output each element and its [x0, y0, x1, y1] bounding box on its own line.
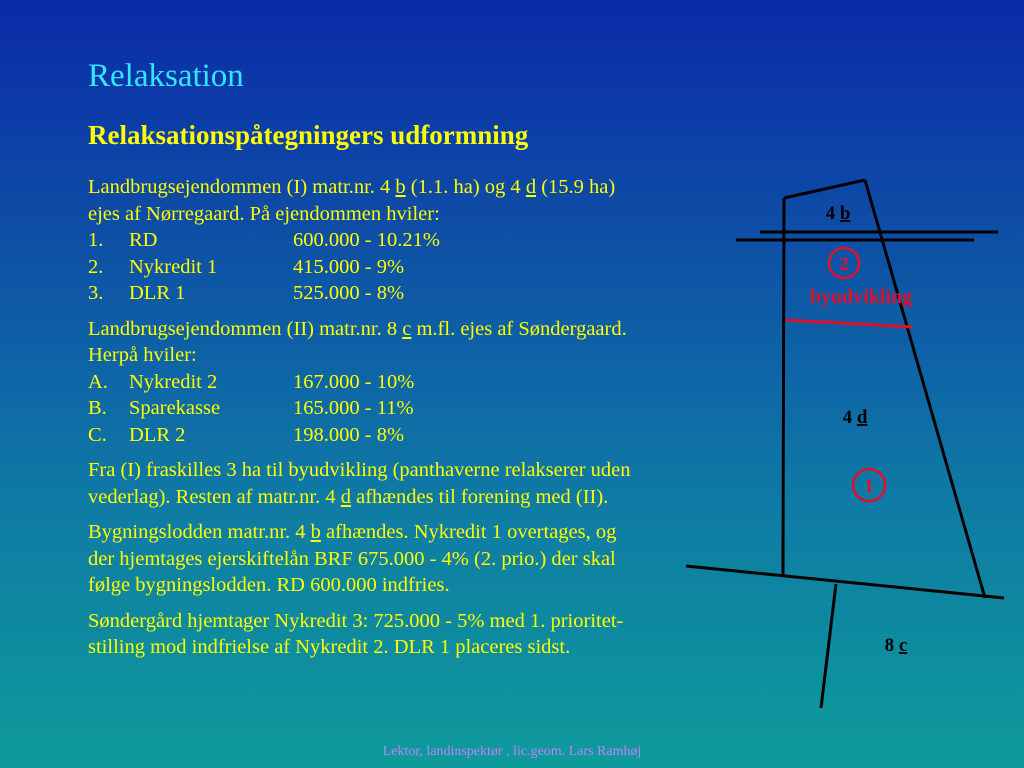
- lender-amount: 198.000 - 8%: [293, 423, 405, 446]
- parcel-number: 4: [842, 407, 857, 428]
- parcel-number: 8: [884, 635, 899, 656]
- slide-title: Relaksation: [88, 58, 244, 94]
- subdivision-line: [786, 320, 912, 327]
- parcel-label-4b: [826, 203, 851, 224]
- marker-1-label: 1: [864, 476, 874, 497]
- lender-amount: 167.000 - 10%: [293, 370, 415, 393]
- lender-name: DLR 2: [129, 423, 186, 446]
- parcel-letter: d: [856, 407, 868, 428]
- parcel-letter: c: [402, 317, 412, 340]
- p3-line-1: Fra (I) fraskilles 3 ha til byudvikling (panthaverne relakserer uden: [88, 459, 631, 481]
- lender-name: Nykredit 1: [129, 255, 218, 278]
- text: (15.9 ha): [536, 176, 616, 198]
- parcel-letter: c: [898, 635, 908, 656]
- parcel-letter: b: [839, 203, 851, 224]
- text: (1.1. ha) og 4: [405, 176, 526, 198]
- text: Landbrugsejendommen (II) matr.nr. 8: [88, 317, 403, 340]
- boundary-line: [865, 180, 985, 598]
- row-number: 2.: [88, 255, 104, 278]
- parcel-label-8c: [885, 635, 908, 656]
- byudvikling-label: byudvikling: [809, 286, 913, 308]
- lender-name: RD: [129, 229, 158, 251]
- parcel-letter: b: [310, 521, 321, 543]
- lender-name: Sparekasse: [129, 397, 221, 419]
- row-number: C.: [88, 423, 107, 446]
- lender-name: Nykredit 2: [129, 370, 218, 393]
- boundary-line: [686, 566, 1004, 598]
- parcel-letter: b: [395, 176, 406, 198]
- lender-amount: 600.000 - 10.21%: [293, 229, 440, 251]
- lender-amount: 525.000 - 8%: [293, 282, 405, 304]
- lender-amount: 415.000 - 9%: [293, 255, 405, 278]
- parcel-label-4d: [843, 407, 868, 428]
- text: afhændes. Nykredit 1 overtages, og: [320, 521, 617, 543]
- text: afhændes til forening med (II).: [351, 485, 609, 508]
- text: Landbrugsejendommen (I) matr.nr. 4: [88, 176, 396, 198]
- parcel-letter: d: [340, 485, 351, 508]
- text: Bygningslodden matr.nr. 4: [88, 521, 311, 543]
- boundary-line: [783, 198, 784, 575]
- p4-line-3: følge bygningslodden. RD 600.000 indfries.: [88, 574, 450, 596]
- p5-line-2: stilling mod indfrielse af Nykredit 2. DLR 1 placeres sidst.: [88, 636, 571, 658]
- p5-line-1: Søndergård hjemtager Nykredit 3: 725.000 - 5% med 1. prioritet-: [88, 609, 624, 632]
- p1-line-2: ejes af Nørregaard. På ejendommen hviler:: [88, 202, 440, 225]
- text: m.fl. ejes af Søndergaard.: [411, 317, 627, 340]
- row-number: 3.: [88, 282, 104, 304]
- slide-subtitle: Relaksationspåtegningers udformning: [88, 120, 529, 150]
- boundary-line: [821, 584, 836, 708]
- parcel-letter: d: [525, 176, 537, 198]
- p4-line-2: der hjemtages ejerskiftelån BRF 675.000 - 4% (2. prio.) der skal: [88, 547, 616, 570]
- lender-name: DLR 1: [129, 282, 186, 304]
- p2-line-2: Herpå hviler:: [88, 344, 197, 366]
- row-number: B.: [88, 397, 107, 419]
- marker-2-label: 2: [839, 254, 849, 275]
- parcel-number: 4: [825, 203, 840, 224]
- row-number: A.: [88, 370, 108, 393]
- text: vederlag). Resten af matr.nr. 4: [88, 485, 341, 508]
- row-number: 1.: [88, 229, 104, 251]
- boundary-line: [784, 180, 865, 198]
- footer-credit: Lektor, landinspektør , lic.geom. Lars Ramhøj: [382, 744, 642, 759]
- lender-amount: 165.000 - 11%: [293, 397, 414, 419]
